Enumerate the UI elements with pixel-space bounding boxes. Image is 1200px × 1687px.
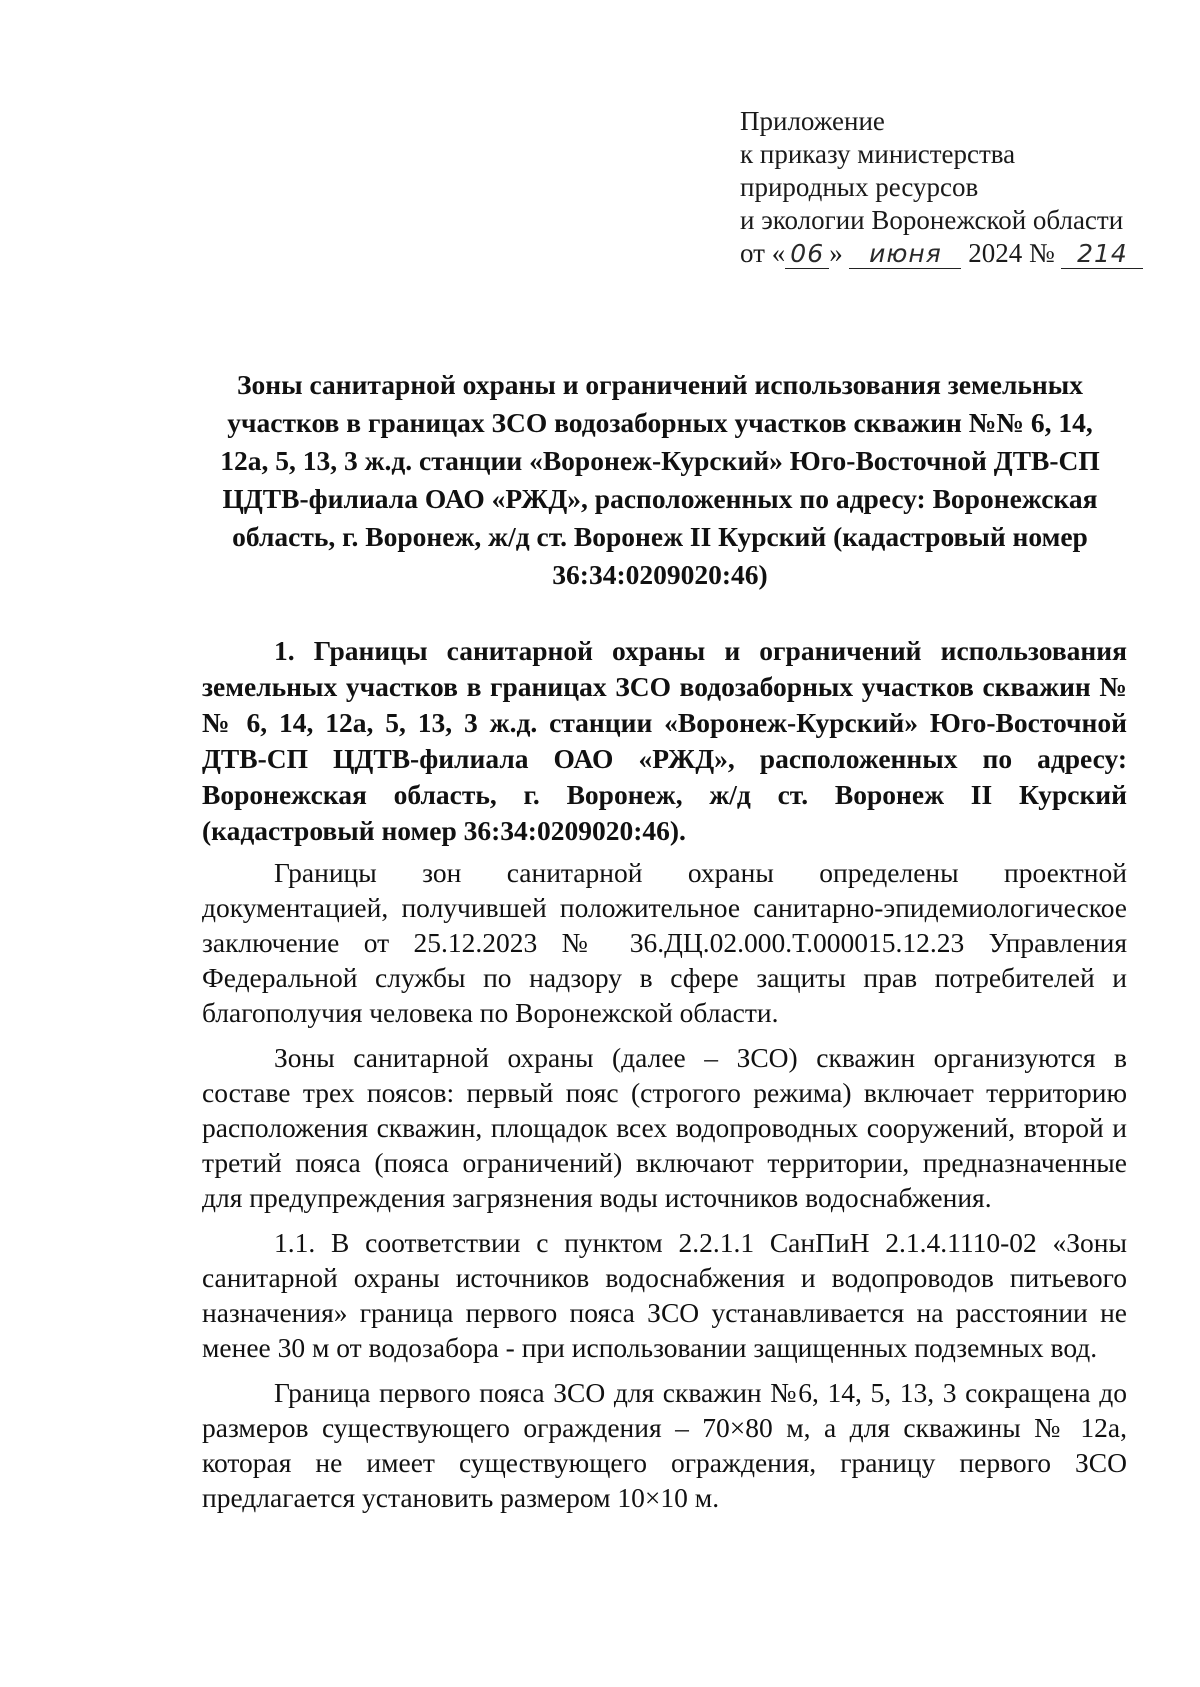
title-line-6: 36:34:0209020:46) — [552, 559, 768, 590]
handwritten-day: 06 — [785, 240, 829, 269]
document-title — [200, 366, 1120, 594]
annex-line-1: Приложение — [740, 106, 885, 136]
date-prefix: от « — [740, 238, 786, 268]
date-year-number: 2024 № — [968, 238, 1055, 268]
title-line-2: участков в границах ЗСО водозаборных участков скважин №№ 6, 14, — [227, 407, 1093, 438]
paragraph-3: 1.1. В соответствии с пунктом 2.2.1.1 СанПиН 2.1.4.1110-02 «Зоны санитарной охраны источников водоснабжения и водопроводов питьевого назначения» граница первого пояса ЗСО устанавливается на расстоянии не менее 30 м от водозабора - при использовании защищенных подземных вод. — [202, 1227, 1127, 1363]
annex-line-4: и экологии Воронежской области — [740, 205, 1124, 235]
handwritten-number: 214 — [1061, 240, 1143, 269]
handwritten-month: июня — [849, 240, 961, 269]
paragraph-2: Зоны санитарной охраны (далее – ЗСО) скважин организуются в составе трех поясов: первый пояс (строгого режима) включает территорию расположения скважин, площадок всех водопроводных сооружений, второй и третий пояса (пояса ограничений) включают территории, предназначенные для предупреждения загрязнения воды источников водоснабжения. — [202, 1042, 1127, 1213]
document-body — [202, 633, 1127, 1515]
section-1-heading: 1. Границы санитарной охраны и ограничений использования земельных участков в границах ЗСО водозаборных участков скважин №№ 6, 14, 12а, 5, 13, 3 ж.д. станции «Воронеж-Курский» Юго-Восточной ДТВ-СП ЦДТВ-филиала ОАО «РЖД», расположенных по адресу: Воронежская область, г. Воронеж, ж/д ст. Воронеж II Курский (кадастровый номер 36:34:0209020:46). — [202, 635, 1127, 846]
paragraph-1: Границы зон санитарной охраны определены проектной документацией, получившей положительное санитарно-эпидемиологическое заключение от 25.12.2023 № 36.ДЦ.02.000.Т.000015.12.23 Управления Федеральной службы по надзору в сфере защиты прав потребителей и благополучия человека по Воронежской области. — [202, 857, 1127, 1028]
annex-line-2: к приказу министерства — [740, 139, 1016, 169]
title-line-3: 12а, 5, 13, 3 ж.д. станции «Воронеж-Курский» Юго-Восточной ДТВ-СП — [220, 445, 1100, 476]
title-line-1: Зоны санитарной охраны и ограничений использования земельных — [237, 369, 1083, 400]
title-line-5: область, г. Воронеж, ж/д ст. Воронеж II Курский (кадастровый номер — [232, 521, 1088, 552]
paragraph-4: Граница первого пояса ЗСО для скважин №6, 14, 5, 13, 3 сокращена до размеров существующего ограждения – 70×80 м, а для скважины № 12а, которая не имеет существующего ограждения, границу первого ЗСО предлагается установить размером 10×10 м. — [202, 1377, 1127, 1513]
annex-date-line — [740, 237, 1180, 270]
title-line-4: ЦДТВ-филиала ОАО «РЖД», расположенных по адресу: Воронежская — [222, 483, 1098, 514]
annex-line-3: природных ресурсов — [740, 172, 979, 202]
date-mid: » — [829, 238, 843, 268]
annex-block — [740, 105, 1180, 270]
